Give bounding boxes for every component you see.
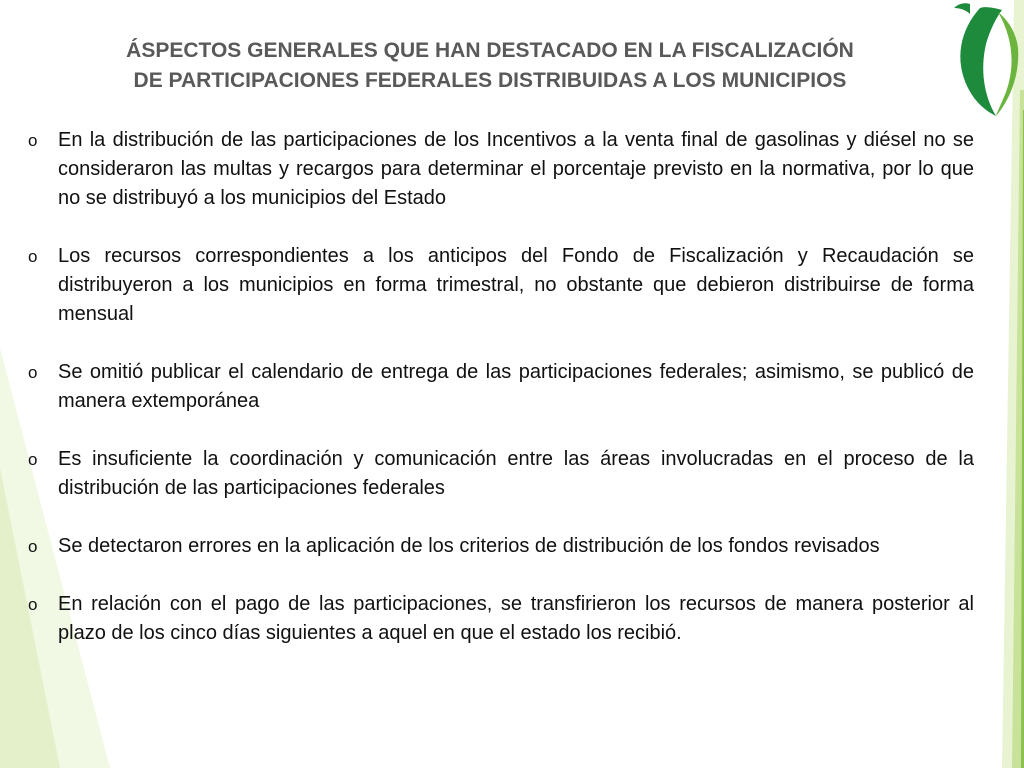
slide-title-line-1: ÁSPECTOS GENERALES QUE HAN DESTACADO EN LA FISCALIZACIÓN (126, 39, 854, 62)
slide-title-line-2: DE PARTICIPACIONES FEDERALES DISTRIBUIDAS A LOS MUNICIPIOS (133, 69, 847, 92)
logo-leaf-dark (960, 7, 1002, 116)
bullet-text: Es insuficiente la coordinación y comunicación entre las áreas involucradas en el proceso de la distribución de las participaciones federales (58, 448, 974, 499)
bullet-marker: o (28, 537, 38, 556)
bullet-text: En la distribución de las participaciones de los Incentivos a la venta final de gasolinas y diésel no se consideraron las multas y recargos para determinar el porcentaje previsto en la normativa, por lo que no se distribuyó a los municipios del Estado (58, 129, 974, 209)
bullet-item (28, 590, 974, 648)
bullet-item (28, 126, 974, 213)
bullet-text: Los recursos correspondientes a los anticipos del Fondo de Fiscalización y Recaudación se distribuyeron a los municipios en forma trimestral, no obstante que debieron distribuirse de forma mensual (58, 245, 974, 325)
bullet-list (28, 126, 974, 677)
bullet-item (28, 242, 974, 329)
logo-leaf-light (996, 12, 1018, 116)
green-leaf-logo-icon (940, 0, 1020, 120)
bullet-item (28, 532, 974, 561)
bullet-marker: o (28, 131, 38, 150)
bullet-item (28, 445, 974, 503)
bullet-text: Se omitió publicar el calendario de entrega de las participaciones federales; asimismo, se publicó de manera extemporánea (58, 361, 974, 412)
bullet-text: En relación con el pago de las participaciones, se transfirieron los recursos de manera posterior al plazo de los cinco días siguientes a aquel en que el estado los recibió. (58, 593, 974, 644)
bullet-text: Se detectaron errores en la aplicación de los criterios de distribución de los fondos revisados (58, 535, 880, 557)
bullet-marker: o (28, 247, 38, 266)
logo-leaf-sprout (954, 3, 970, 14)
bullet-marker: o (28, 450, 38, 469)
bullet-marker: o (28, 363, 38, 382)
slide-title (30, 36, 950, 96)
bullet-item (28, 358, 974, 416)
bullet-marker: o (28, 595, 38, 614)
